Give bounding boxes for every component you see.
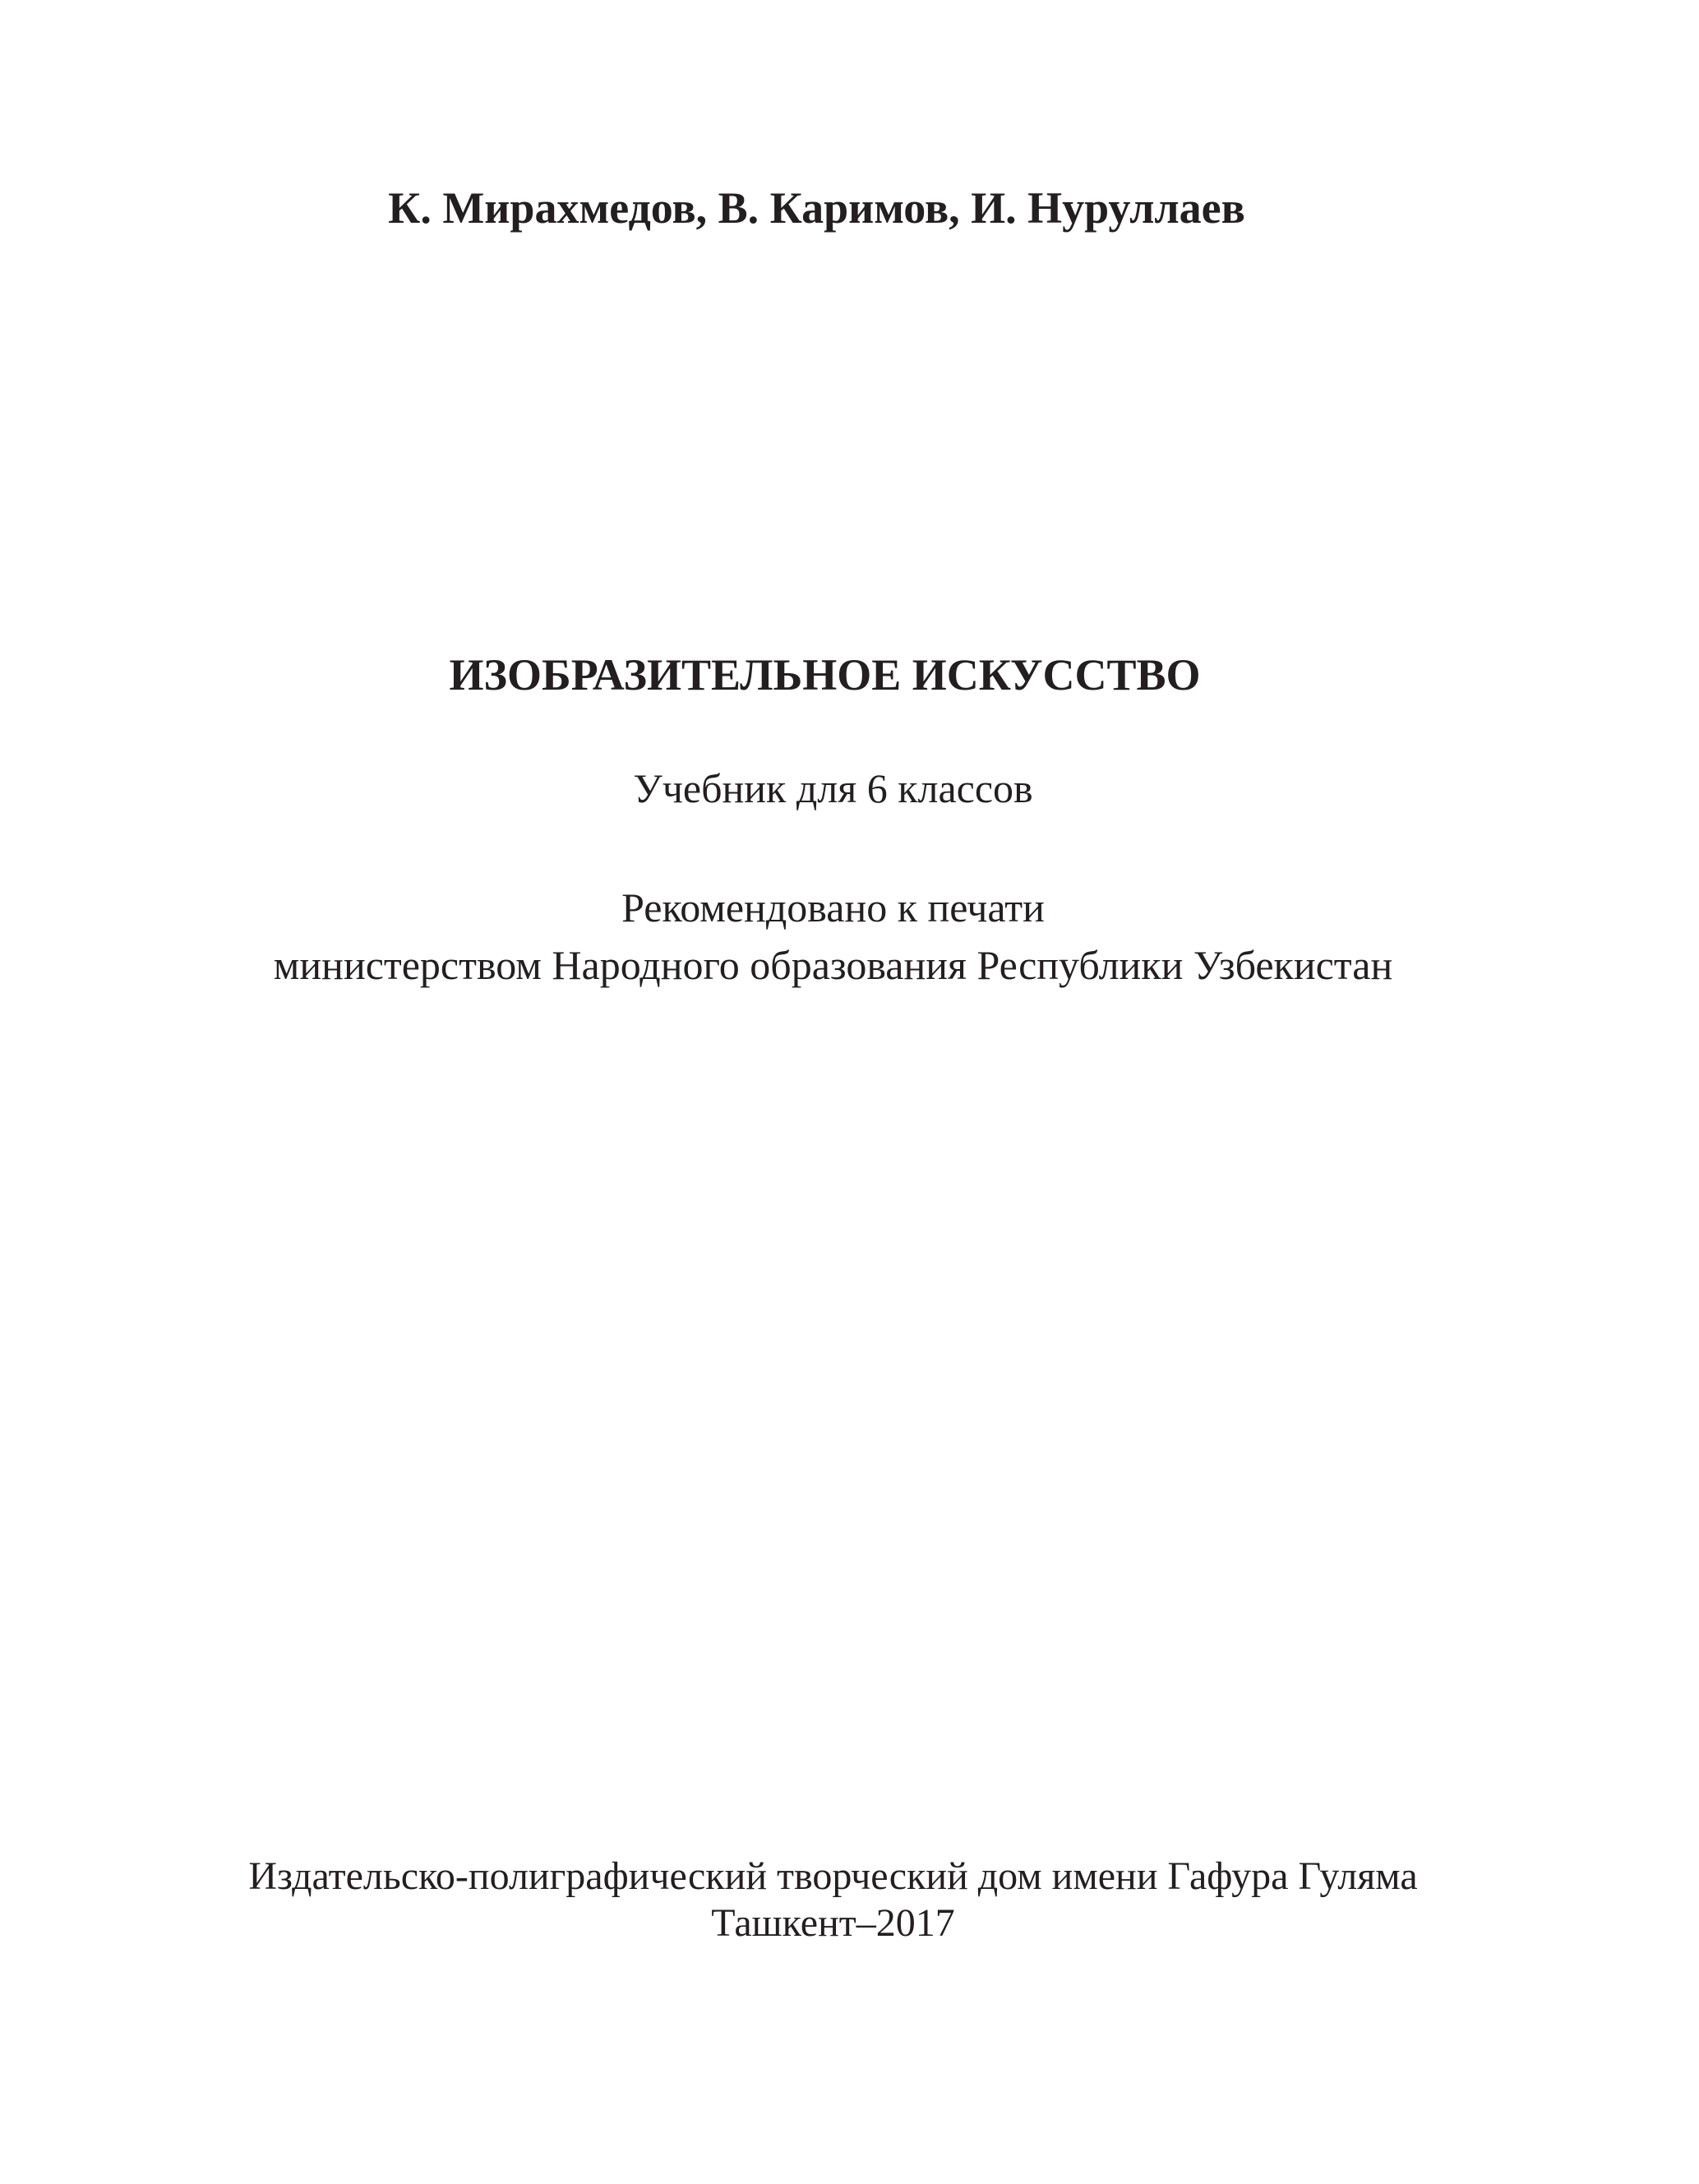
book-title: ИЗОБРАЗИТЕЛЬНОЕ ИСКУССТВО: [449, 650, 1201, 700]
publisher-city-year: Ташкент–2017: [711, 1901, 955, 1945]
recommendation-line-2: министерством Народного образования Республики Узбекистан: [273, 942, 1393, 988]
book-subtitle: Учебник для 6 классов: [633, 765, 1033, 811]
recommendation-line-1: Рекомендовано к печати: [621, 884, 1045, 930]
publisher-name: Издательско-полиграфический творческий дом имени Гафура Гуляма: [248, 1854, 1418, 1898]
authors: К. Мирахмедов, В. Каримов, И. Нуруллаев: [388, 183, 1245, 233]
